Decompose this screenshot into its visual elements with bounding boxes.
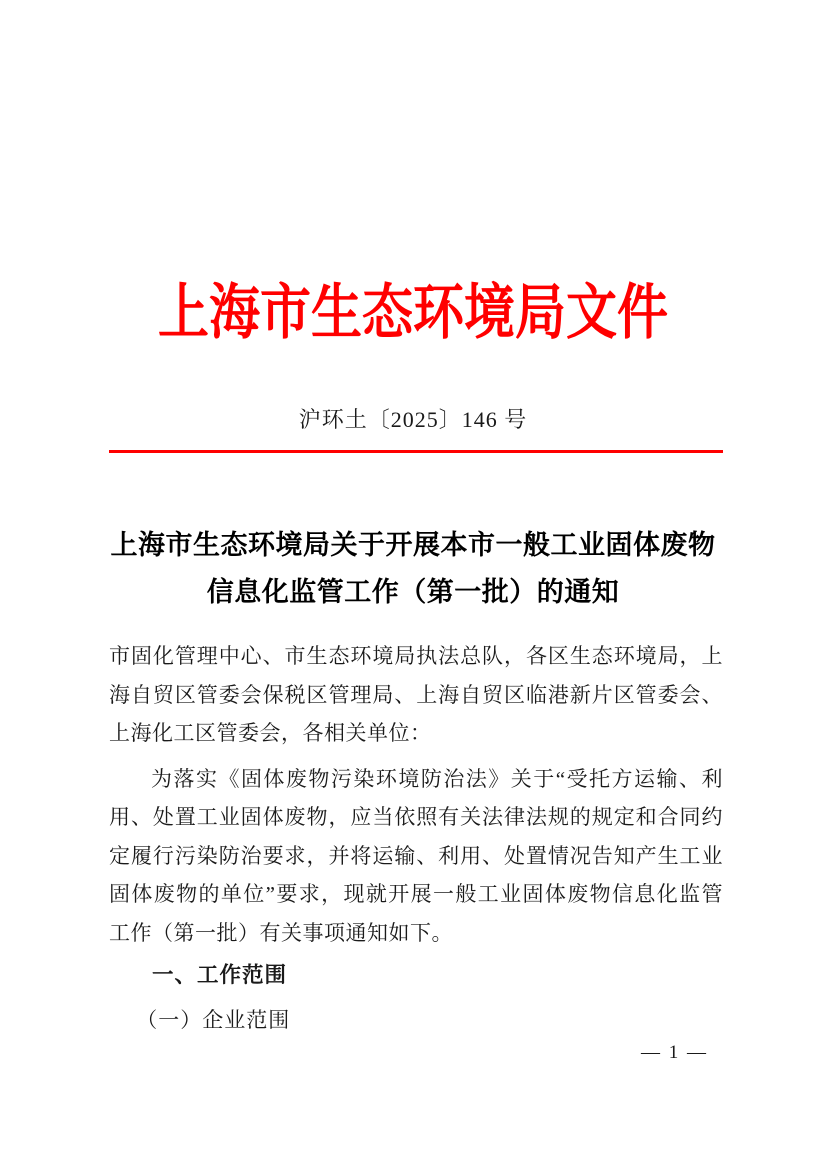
- document-number: 沪环土〔2025〕146 号: [298, 407, 528, 432]
- intro-line: 定履行污染防治要求，并将运输、利用、处置情况告知产生工业: [109, 843, 723, 868]
- addressee-line: 海自贸区管委会保税区管理局、上海自贸区临港新片区管委会、: [109, 682, 723, 707]
- subsection-heading-enterprise-scope: （一）企业范围: [136, 1007, 291, 1032]
- document-title-line-2: 信息化监管工作（第一批）的通知: [206, 577, 620, 607]
- document-body: [109, 637, 723, 1039]
- page-number: — 1 —: [641, 1042, 708, 1063]
- addressee-line: 市固化管理中心、市生态环境局执法总队，各区生态环境局，上: [109, 644, 723, 668]
- intro-line: 为落实《固体废物污染环境防治法》关于“受托方运输、利: [151, 766, 723, 791]
- section-heading-work-scope: 一、工作范围: [152, 963, 288, 987]
- red-divider-rule: [109, 450, 723, 453]
- intro-line: 用、处置工业固体废物，应当依照有关法律法规的规定和合同约: [109, 805, 723, 829]
- addressee-line: 上海化工区管委会，各相关单位：: [109, 721, 432, 745]
- document-title: [40, 522, 786, 616]
- intro-paragraph: [109, 760, 723, 953]
- intro-line: 工作（第一批）有关事项通知如下。: [109, 920, 453, 945]
- intro-line: 固体废物的单位”要求，现就开展一般工业固体废物信息化监管: [109, 882, 723, 906]
- document-title-line-1: 上海市生态环境局关于开展本市一般工业固体废物: [110, 530, 716, 560]
- addressee-paragraph: [109, 637, 723, 753]
- letterhead-agency-title: 上海市生态环境局文件: [157, 280, 668, 346]
